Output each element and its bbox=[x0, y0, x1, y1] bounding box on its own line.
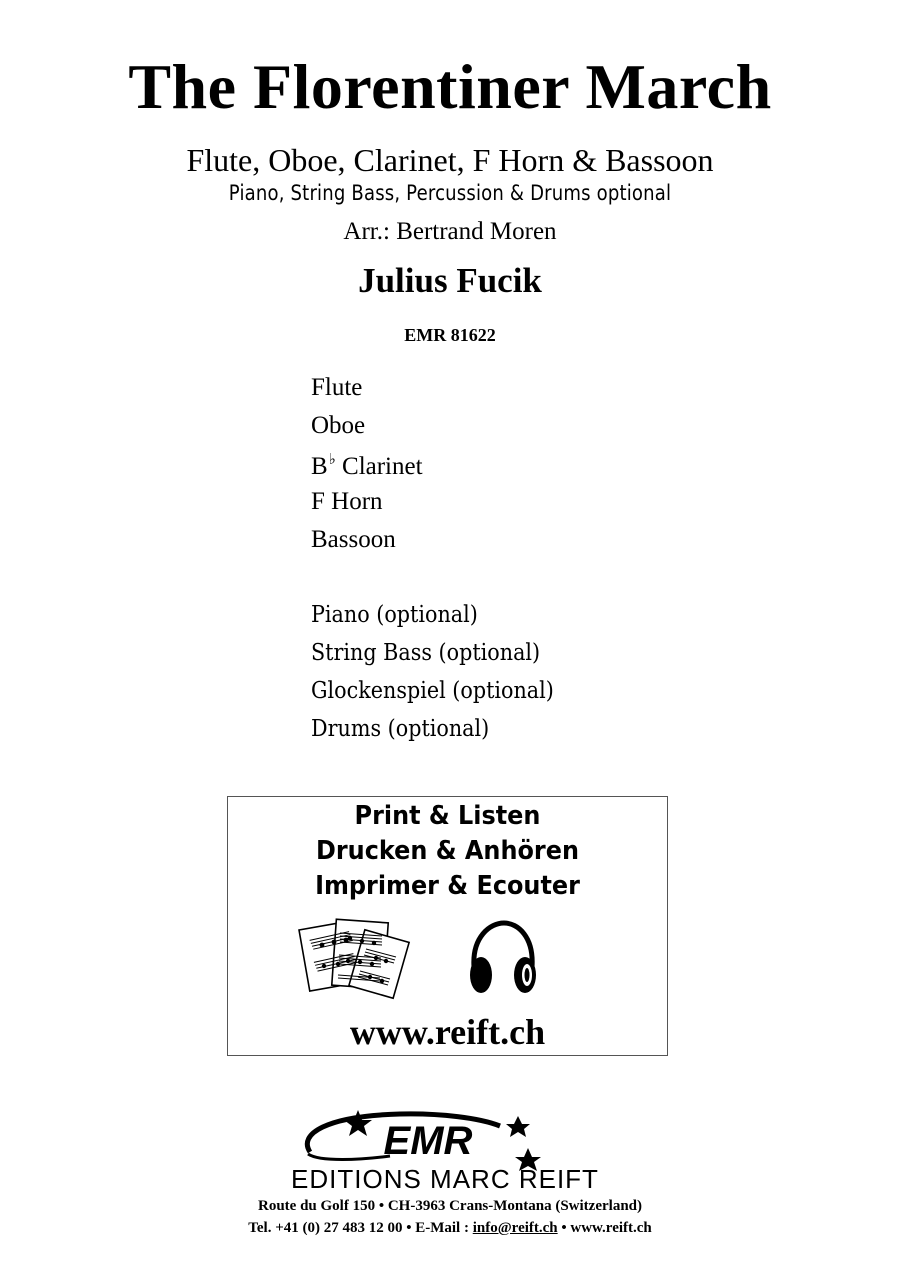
emr-logo bbox=[250, 1108, 640, 1202]
part-flute: Flute bbox=[311, 374, 363, 401]
page-title: The Florentiner March bbox=[128, 51, 772, 122]
publisher-address: Route du Golf 150 • CH-3963 Crans-Montana (Switzerland) bbox=[258, 1198, 642, 1214]
svg-text:EDITIONS MARC REIFT: EDITIONS MARC REIFT bbox=[291, 1164, 599, 1194]
part-clarinet bbox=[311, 450, 581, 488]
catalog-number: EMR 81622 bbox=[404, 325, 496, 345]
sheet-music-icon bbox=[298, 915, 598, 1005]
clarinet-label: Clarinet bbox=[342, 453, 423, 480]
headphones-icon bbox=[470, 923, 536, 993]
clarinet-key: B bbox=[311, 453, 328, 480]
promo-line-english: Print & Listen bbox=[354, 801, 541, 831]
promo-line-french: Imprimer & Ecouter bbox=[315, 871, 580, 901]
parts-divider bbox=[311, 564, 581, 602]
part-oboe: Oboe bbox=[311, 412, 366, 439]
arranger-credit: Arr.: Bertrand Moren bbox=[343, 218, 557, 245]
promo-line-german: Drucken & Anhören bbox=[316, 836, 579, 866]
part-f-horn: F Horn bbox=[311, 488, 383, 515]
promo-icons bbox=[298, 915, 598, 1005]
email-link[interactable]: info@reift.ch bbox=[472, 1220, 558, 1236]
instrumentation-subtitle: Flute, Oboe, Clarinet, F Horn & Bassoon bbox=[186, 142, 714, 178]
optional-instruments-note: Piano, String Bass, Percussion & Drums optional bbox=[228, 181, 672, 205]
composer-name: Julius Fucik bbox=[358, 261, 542, 300]
part-piano: Piano (optional) bbox=[311, 602, 478, 628]
part-glockenspiel: Glockenspiel (optional) bbox=[311, 678, 554, 704]
part-drums: Drums (optional) bbox=[311, 716, 490, 742]
emr-logo-graphic bbox=[250, 1108, 640, 1202]
website-link[interactable]: www.reift.ch bbox=[349, 1012, 546, 1052]
publisher-contact bbox=[0, 1220, 900, 1237]
parts-list bbox=[311, 374, 581, 754]
part-string-bass: String Bass (optional) bbox=[311, 640, 541, 666]
svg-text:EMR: EMR bbox=[383, 1119, 473, 1163]
contact-phone: Tel. +41 (0) 27 483 12 00 • E-Mail : bbox=[248, 1220, 473, 1236]
print-listen-box bbox=[227, 796, 668, 1056]
flat-sign-icon: ♭ bbox=[328, 452, 336, 468]
contact-website[interactable]: • www.reift.ch bbox=[557, 1220, 652, 1236]
part-bassoon: Bassoon bbox=[311, 526, 396, 553]
